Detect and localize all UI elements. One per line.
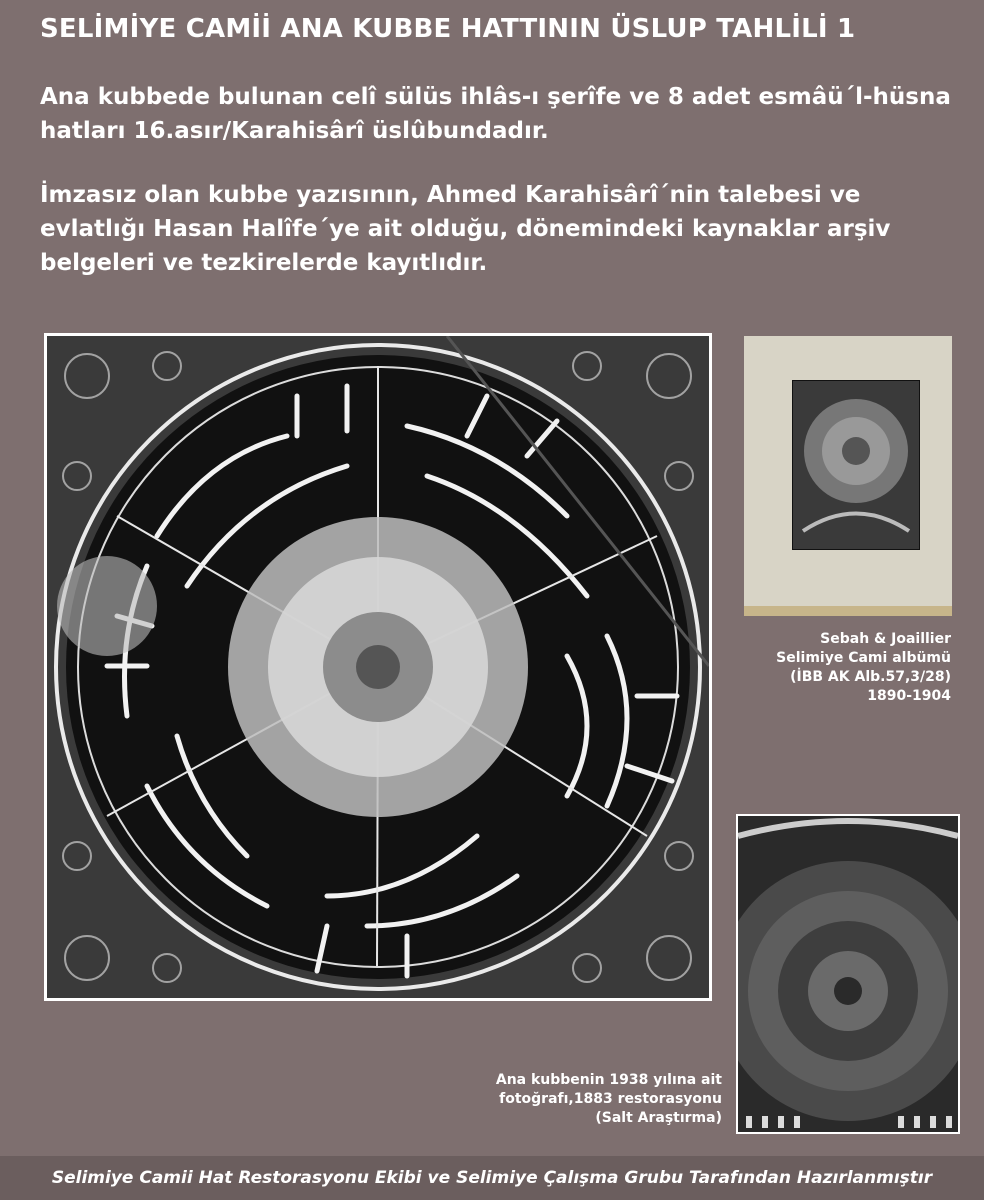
photo-1938-caption — [460, 1071, 722, 1128]
dome-1938-photo — [736, 814, 960, 1134]
album-caption-line: Selimiye Cami albümü — [776, 650, 951, 666]
photo-1938-caption-line: Ana kubbenin 1938 yılına ait — [495, 1072, 722, 1088]
dome-calligraphy-photo — [44, 333, 712, 1001]
sebah-joaillier-album-page — [744, 336, 952, 616]
album-caption-line: Sebah & Joaillier — [820, 631, 951, 647]
album-dome-print — [792, 380, 920, 550]
page-title: SELİMİYE CAMİİ ANA KUBBE HATTININ ÜSLUP TAHLİLİ 1 — [40, 14, 856, 44]
photo-1938-caption-line: (Salt Araştırma) — [595, 1110, 722, 1126]
intro-paragraph: Ana kubbede bulunan celî sülüs ihlâs-ı şerîfe ve 8 adet esmâü´l-hüsna hatları 16.asır/Karahisârî üslûbundadır. — [40, 84, 951, 144]
album-caption-line: 1890-1904 — [867, 688, 951, 704]
album-caption-line: (İBB AK Alb.57,3/28) — [790, 669, 951, 685]
footer-credit: Selimiye Camii Hat Restorasyonu Ekibi ve Selimiye Çalışma Grubu Tarafından Hazırlanmıştır — [0, 1156, 984, 1200]
album-caption — [711, 630, 951, 706]
attribution-paragraph: İmzasız olan kubbe yazısının, Ahmed Karahisârî´nin talebesi ve evlatlığı Hasan Halîfe´ye ait olduğu, dönemindeki kaynaklar arşiv belgeleri ve tezkirelerde kayıtlıdır. — [40, 182, 891, 276]
photo-1938-caption-line: fotoğrafı,1883 restorasyonu — [499, 1091, 722, 1107]
album-page-edge — [744, 606, 952, 616]
